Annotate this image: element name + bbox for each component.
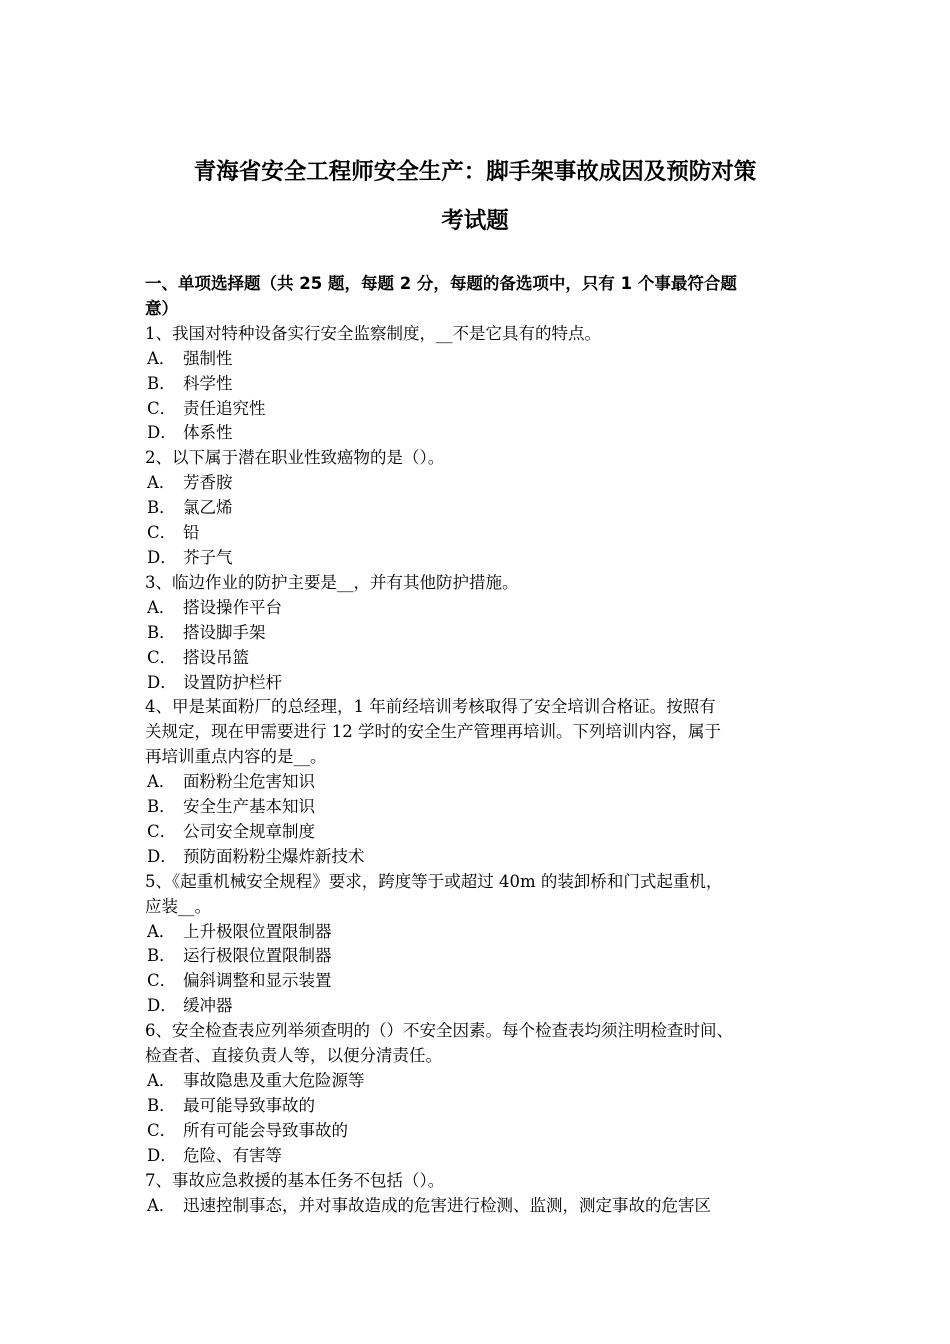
option-text: 公司安全规章制度 xyxy=(183,821,315,841)
answer-option xyxy=(145,397,810,422)
answer-option xyxy=(145,969,810,994)
question-item xyxy=(145,571,810,696)
answer-option xyxy=(145,421,810,446)
option-letter: B． xyxy=(147,622,176,642)
option-letter: A． xyxy=(147,921,176,941)
option-text: 铅 xyxy=(183,523,200,543)
answer-option xyxy=(145,546,810,571)
section-heading xyxy=(145,272,810,322)
option-text: 安全生产基本知识 xyxy=(183,797,315,817)
option-letter: D． xyxy=(147,996,177,1016)
section-heading-line-1: 一、单项选择题（共 25 题，每题 2 分，每题的备选项中，只有 1 个事最符合题 xyxy=(145,274,737,293)
option-text: 面粉粉尘危害知识 xyxy=(183,772,315,792)
answer-option xyxy=(145,347,810,372)
answer-option xyxy=(145,1194,810,1219)
option-letter: D． xyxy=(147,672,177,692)
option-letter: A． xyxy=(147,597,176,617)
option-text: 偏斜调整和显示装置 xyxy=(183,971,332,991)
answer-option xyxy=(145,944,810,969)
answer-option xyxy=(145,1094,810,1119)
option-text: 运行极限位置限制器 xyxy=(183,946,332,966)
option-letter: C． xyxy=(147,398,177,418)
option-text: 责任追究性 xyxy=(183,398,266,418)
option-text: 芥子气 xyxy=(183,547,233,567)
answer-option xyxy=(145,521,810,546)
option-letter: B． xyxy=(147,1095,176,1115)
option-text: 所有可能会导致事故的 xyxy=(183,1120,348,1140)
option-text: 缓冲器 xyxy=(183,996,233,1016)
answer-option xyxy=(145,1069,810,1094)
answer-option xyxy=(145,795,810,820)
answer-option xyxy=(145,621,810,646)
question-stem-line: 6、安全检查表应列举须查明的（）不安全因素。每个检查表均须注明检查时间、 xyxy=(145,1021,733,1041)
option-letter: A． xyxy=(147,772,176,792)
option-text: 科学性 xyxy=(183,373,233,393)
option-text: 搭设吊篮 xyxy=(183,647,249,667)
answer-option xyxy=(145,471,810,496)
option-letter: A． xyxy=(147,1071,176,1090)
question-stem-line: 4、甲是某面粉厂的总经理，1 年前经培训考核取得了安全培训合格证。按照有 xyxy=(145,697,716,717)
answer-option xyxy=(145,372,810,397)
answer-option xyxy=(145,496,810,521)
option-text: 搭设脚手架 xyxy=(183,622,266,642)
question-list xyxy=(145,322,810,1219)
option-text: 预防面粉粉尘爆炸新技术 xyxy=(183,846,365,866)
answer-option xyxy=(145,920,810,945)
option-text: 迅速控制事态，并对事故造成的危害进行检测、监测，测定事故的危害区 xyxy=(183,1195,711,1215)
option-letter: C． xyxy=(147,821,177,841)
option-letter: A． xyxy=(147,348,176,368)
option-letter: C． xyxy=(147,523,177,543)
question-stem-line: 1、我国对特种设备实行安全监察制度，__不是它具有的特点。 xyxy=(145,323,601,343)
option-letter: A． xyxy=(147,1195,176,1215)
option-text: 体系性 xyxy=(183,423,233,443)
answer-option xyxy=(145,994,810,1019)
option-text: 搭设操作平台 xyxy=(183,597,282,617)
option-text: 设置防护栏杆 xyxy=(183,672,282,692)
document-body xyxy=(145,272,810,1218)
answer-option xyxy=(145,845,810,870)
answer-option xyxy=(145,1119,810,1144)
question-stem-line: 3、临边作业的防护主要是__，并有其他防护措施。 xyxy=(145,572,519,592)
option-letter: B． xyxy=(147,797,176,817)
option-text: 芳香胺 xyxy=(183,473,233,493)
option-text: 氯乙烯 xyxy=(183,498,233,518)
question-stem-line: 应装__。 xyxy=(145,896,211,916)
answer-option xyxy=(145,770,810,795)
option-letter: D． xyxy=(147,846,177,866)
question-item xyxy=(145,695,810,869)
answer-option xyxy=(145,820,810,845)
answer-option xyxy=(145,1144,810,1169)
section-heading-line-2: 意） xyxy=(145,298,178,318)
option-text: 最可能导致事故的 xyxy=(183,1095,315,1115)
option-text: 事故隐患及重大危险源等 xyxy=(183,1071,365,1090)
option-letter: C． xyxy=(147,647,177,667)
answer-option xyxy=(145,671,810,696)
option-letter: B． xyxy=(147,373,176,393)
question-stem-line: 5、《起重机械安全规程》要求，跨度等于或超过 40m 的装卸桥和门式起重机， xyxy=(145,871,723,891)
question-item xyxy=(145,870,810,1019)
option-text: 上升极限位置限制器 xyxy=(183,921,332,941)
question-stem-line: 2、以下属于潜在职业性致癌物的是（）。 xyxy=(145,448,445,468)
answer-option xyxy=(145,646,810,671)
option-letter: B． xyxy=(147,946,176,966)
document-title-line-2: 考试题 xyxy=(441,208,509,234)
option-letter: D． xyxy=(147,547,177,567)
option-letter: C． xyxy=(147,971,177,991)
option-letter: B． xyxy=(147,498,176,518)
option-text: 强制性 xyxy=(183,348,233,368)
question-item xyxy=(145,1169,810,1219)
option-letter: D． xyxy=(147,423,177,443)
document-title-line-1: 青海省安全工程师安全生产：脚手架事故成因及预防对策 xyxy=(193,159,757,185)
question-stem-line: 关规定，现在甲需要进行 12 学时的安全生产管理再培训。下列培训内容，属于 xyxy=(145,722,721,742)
question-stem-line: 检查者、直接负责人等，以便分清责任。 xyxy=(145,1046,442,1066)
option-letter: A． xyxy=(147,473,176,493)
option-letter: C． xyxy=(147,1120,177,1140)
answer-option xyxy=(145,596,810,621)
question-item xyxy=(145,322,810,447)
question-item xyxy=(145,446,810,571)
option-text: 危险、有害等 xyxy=(183,1145,282,1165)
question-stem-line: 再培训重点内容的是__。 xyxy=(145,747,327,767)
question-item xyxy=(145,1019,810,1168)
option-letter: D． xyxy=(147,1145,177,1165)
question-stem-line: 7、事故应急救援的基本任务不包括（）。 xyxy=(145,1170,445,1190)
